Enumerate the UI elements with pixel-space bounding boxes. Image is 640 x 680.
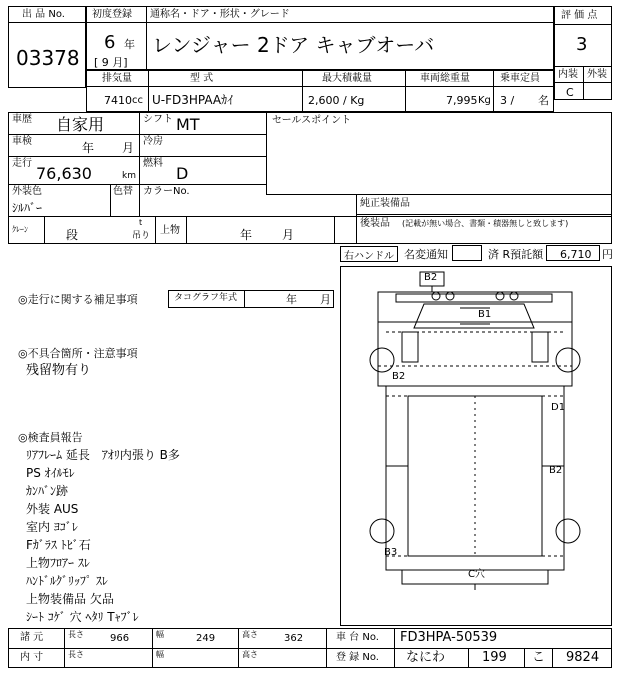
history-value: 自家用 <box>56 115 105 134</box>
first-reg-month: [ 9 月] <box>94 56 128 69</box>
sales-point-label: セールスポイント <box>272 115 352 126</box>
inspection-label: 車検 <box>12 136 32 147</box>
crane-label: ｸﾚｰﾝ <box>12 225 28 234</box>
tachograph-label: タコグラフ年式 <box>174 293 238 303</box>
diagram-mark-d1: D1 <box>551 402 566 413</box>
diagram-mark-b2-top: B2 <box>424 272 438 283</box>
body-year-unit: 年 <box>240 228 253 242</box>
diagram-mark-b2-right: B2 <box>549 465 563 476</box>
lot-number: 03378 <box>16 46 80 70</box>
model-label: 型 式 <box>190 73 214 84</box>
recycle-amount: 6,710 <box>560 248 592 261</box>
inspector-title: ◎検査員報告 <box>18 431 83 444</box>
color-value: ｼﾙﾊﾞｰ <box>12 201 43 215</box>
interior-dim-label: 内 寸 <box>20 652 44 663</box>
width-label: 幅 <box>156 630 164 639</box>
mileage-label: 走行 <box>12 158 32 169</box>
capacity-label: 乗車定員 <box>500 73 540 84</box>
inspector-line: 室内 ﾖｺﾞﾚ <box>26 520 78 534</box>
fuel-label: 燃料 <box>143 158 163 169</box>
inspector-line: ｼｰﾄ ｺｹﾞ 穴 ﾍﾀﾘ Tｬﾌﾞﾚ <box>26 610 139 624</box>
height-label-2: 高さ <box>242 650 258 659</box>
inspection-month-unit: 月 <box>122 141 135 155</box>
gross-weight-label: 車両総重量 <box>420 73 470 84</box>
interior-grade-label: 内装 <box>558 69 578 80</box>
length-label-2: 長さ <box>68 650 84 659</box>
max-load-value: 2,600 <box>308 94 340 107</box>
car-name-label: 通称名・ドア・形状・グレード <box>150 9 290 20</box>
name-change-box <box>452 245 482 261</box>
crane-stage-unit: 段 <box>66 228 79 242</box>
crane-ton-unit: t <box>139 218 143 227</box>
history-label: 車歴 <box>12 114 32 125</box>
right-hand-drive-label: 右ハンドル <box>340 246 398 262</box>
standard-equip-label: 純正装備品 <box>360 198 410 209</box>
mileage-unit: km <box>122 171 136 181</box>
capacity-value: 3 / <box>500 94 515 107</box>
reg-label: 登 録 No. <box>336 652 379 663</box>
lot-label: 出 品 No. <box>22 9 65 20</box>
inspector-line: ﾊﾝﾄﾞﾙｸﾞﾘｯﾌﾟ ｽﾚ <box>26 574 108 588</box>
aftermarket-note: (記載が無い場合、書類・積器無しと致します) <box>402 219 569 228</box>
inspector-line: 外装 AUS <box>26 502 79 516</box>
displacement-label: 排気量 <box>102 73 132 84</box>
score-label: 評 価 点 <box>561 10 598 21</box>
displacement-value: 7410 <box>104 94 132 107</box>
width-value: 249 <box>196 633 216 644</box>
gross-weight-unit: Kg <box>478 95 491 106</box>
defect-line: 残留物有り <box>26 363 92 378</box>
diagram-mark-b3: B3 <box>384 547 398 558</box>
reg-kana: こ <box>532 650 546 665</box>
crane-hook-unit: 吊り <box>132 231 151 241</box>
reg-area: なにわ <box>406 650 446 665</box>
interior-grade: C <box>566 86 574 99</box>
color-label: 外装色 <box>12 186 42 197</box>
max-load-label: 最大積載量 <box>322 73 372 84</box>
diagram-mark-b1: B1 <box>478 309 492 320</box>
first-reg-year-unit: 年 <box>124 38 135 51</box>
inspector-line: Fｶﾞﾗｽ ﾄﾋﾞ石 <box>26 538 91 552</box>
width-label-2: 幅 <box>156 650 164 659</box>
body-month-unit: 月 <box>282 228 295 242</box>
aftermarket-label: 後装品 <box>360 218 390 229</box>
specs-label: 諸 元 <box>20 632 44 643</box>
color-change-label: 色替 <box>113 186 133 197</box>
tachograph-year-unit: 年 <box>286 293 297 306</box>
length-label: 長さ <box>68 630 84 639</box>
inspector-line: ｶﾝﾊﾞﾝ跡 <box>26 484 69 498</box>
chassis-number: FD3HPA-50539 <box>400 630 498 645</box>
first-reg-year: 6 <box>104 32 116 53</box>
reg-number: 9824 <box>566 650 600 665</box>
capacity-unit: 名 <box>538 94 549 107</box>
chassis-label: 車 台 No. <box>336 632 379 643</box>
inspector-line: 上物装備品 欠品 <box>26 592 114 606</box>
inspector-line: PS ｵｲﾙﾓﾚ <box>26 466 75 480</box>
model-value: U-FD3HPAAｶｲ <box>152 93 234 107</box>
shift-label: シフト <box>143 114 173 125</box>
score-value: 3 <box>576 34 588 55</box>
length-value: 966 <box>110 633 130 644</box>
first-reg-label: 初度登録 <box>92 9 132 20</box>
shift-value: MT <box>176 115 200 134</box>
recycle-label: 済 R預託額 <box>488 248 544 261</box>
height-label: 高さ <box>242 630 258 639</box>
recycle-unit: 円 <box>602 248 613 261</box>
height-value: 362 <box>284 633 304 644</box>
name-change-label: 名変通知 <box>404 248 448 261</box>
displacement-unit: cc <box>132 95 143 106</box>
inspection-year-unit: 年 <box>82 141 95 155</box>
inspector-line: 上物ﾌﾛｱｰ ｽﾚ <box>26 556 90 570</box>
diagram-mark-b2-left: B2 <box>392 371 406 382</box>
inspector-line: ﾘｱﾌﾚｰﾑ 延長 ｱｵﾘ内張り B多 <box>26 448 180 462</box>
tachograph-month-unit: 月 <box>320 293 331 306</box>
exterior-grade-label: 外装 <box>587 69 607 80</box>
defects-title: ◎不具合箇所・注意事項 <box>18 347 138 360</box>
aircon-label: 冷房 <box>143 136 163 147</box>
mileage-value: 76,630 <box>36 164 92 183</box>
body-label: 上物 <box>160 225 180 236</box>
reg-class: 199 <box>482 650 507 665</box>
supplementary-title: ◎走行に関する補足事項 <box>18 293 138 306</box>
max-load-unit: / Kg <box>343 94 365 107</box>
car-name: レンジャー 2ドア キャブオーバ <box>152 33 435 57</box>
diagram-mark-c-hole: C穴 <box>468 569 485 580</box>
fuel-value: D <box>176 164 189 183</box>
color-no-label: カラーNo. <box>143 186 190 197</box>
gross-weight-value: 7,995 <box>446 94 478 107</box>
